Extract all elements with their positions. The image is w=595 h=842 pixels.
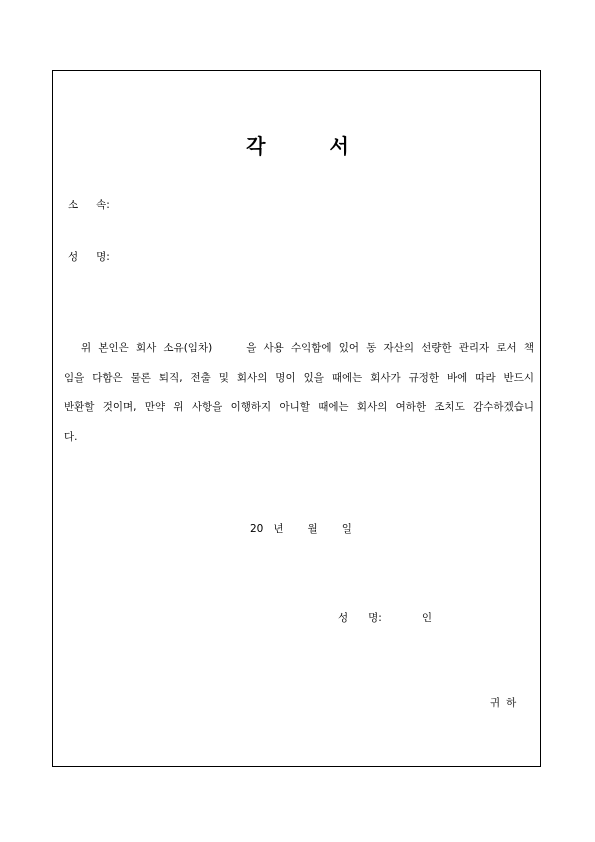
date-year-label: 년 <box>273 523 284 535</box>
affiliation-label-1: 소 <box>68 199 79 211</box>
name-field <box>68 249 110 264</box>
addressee-char-2: 하 <box>506 697 517 709</box>
affiliation-label-2: 속: <box>96 199 110 211</box>
date-month-label: 월 <box>307 523 318 535</box>
signature-seal-label: 인 <box>421 612 432 624</box>
signature-line <box>338 610 432 625</box>
pledge-line-1-after-blank: 을 사용 수익함에 있어 동 자산의 선량한 관리자 로서 책 <box>246 342 535 354</box>
date-century: 20 <box>250 523 264 535</box>
pledge-body <box>64 334 534 452</box>
signature-name-label-1: 성 <box>338 612 349 624</box>
pledge-line-1 <box>64 334 534 364</box>
name-label-1: 성 <box>68 251 79 263</box>
date-day-label: 일 <box>341 523 352 535</box>
document-title <box>0 130 595 159</box>
title-char-1: 각 <box>246 134 266 158</box>
affiliation-field <box>68 197 110 212</box>
title-char-2: 서 <box>329 134 349 158</box>
pledge-line-4: 다. <box>64 430 78 443</box>
addressee <box>490 695 516 710</box>
name-label-2: 명: <box>96 251 110 263</box>
pledge-line-1-before-blank: 위 본인은 회사 소유(임차) <box>81 342 213 354</box>
date-line <box>250 521 352 536</box>
pledge-line-3: 반환할 것이며, 만약 위 사항을 이행하지 아니할 때에는 회사의 여하한 조치도 감수하겠습니 <box>64 401 534 413</box>
addressee-char-1: 귀 <box>490 697 501 709</box>
signature-name-label-2: 명: <box>368 612 382 624</box>
pledge-line-2: 임을 다함은 물론 퇴직, 전출 및 회사의 명이 있을 때에는 회사가 규정한 바에 따라 반드시 <box>64 371 534 384</box>
